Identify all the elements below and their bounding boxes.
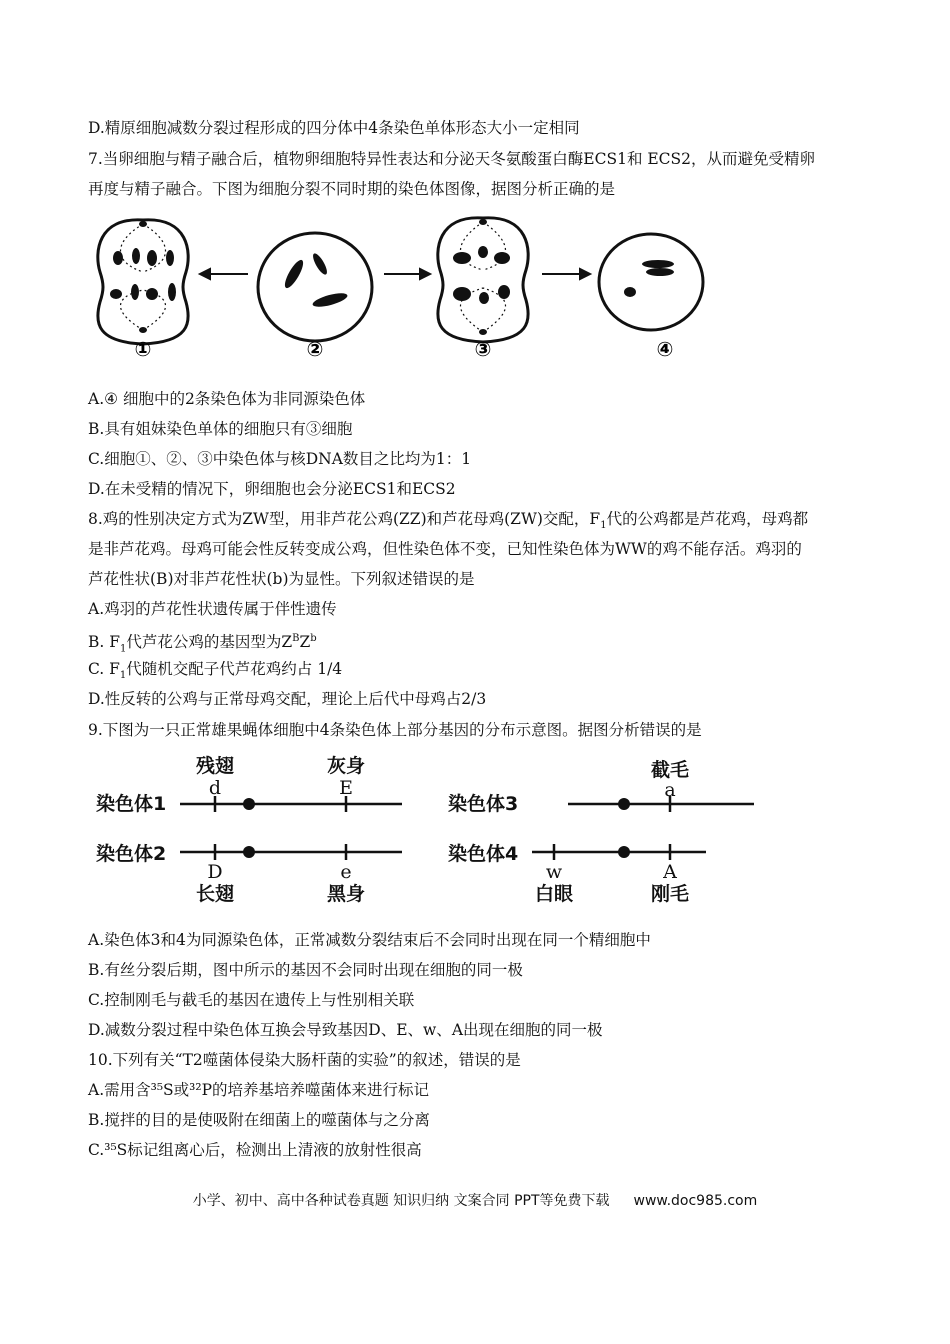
q9-option-c: C.控制刚毛与截毛的基因在遗传上与性别相关联 — [88, 991, 415, 1009]
q8-stem-line2: 是非芦花鸡。母鸡可能会性反转变成公鸡，但性染色体不变，已知性染色体为WW的鸡不能存活。鸡羽的 — [88, 540, 802, 558]
chromosome-gene-map — [88, 752, 768, 912]
gene-d: d — [208, 777, 222, 799]
q7-stem-line1: 7.当卵细胞与精子融合后，植物卵细胞特异性表达和分泌天冬氨酸蛋白酶ECS1和 ECS2，从而避免受精卵 — [88, 150, 816, 168]
cell-label-1: ① — [134, 337, 152, 361]
q8-option-a: A.鸡羽的芦花性状遗传属于伴性遗传 — [88, 600, 337, 618]
q7-option-d: D.在未受精的情况下，卵细胞也会分泌ECS1和ECS2 — [88, 480, 456, 498]
gene-label-baiyan: 白眼 — [534, 883, 574, 905]
footer-text: 小学、初中、高中各种试卷真题 知识归纳 文案合同 PPT等免费下载 — [192, 1193, 610, 1209]
cell-label-3: ③ — [474, 337, 492, 361]
chromosome-3-label: 染色体3 — [448, 793, 519, 815]
q8-option-b: B. $F_1$代芦花公鸡的基因型为$Z^BZ^b$ — [88, 633, 317, 655]
cell-label-2: ② — [306, 337, 324, 361]
gene-label-heishen: 黑身 — [326, 883, 366, 905]
chromosome-4-label: 染色体4 — [448, 843, 519, 865]
q6-option-d: D.精原细胞减数分裂过程形成的四分体中4条染色单体形态大小一定相同 — [88, 119, 580, 137]
cell-division-figure — [88, 212, 718, 362]
chromosome-1-label: 染色体1 — [96, 793, 167, 815]
q10-option-b: B.搅拌的目的是使吸附在细菌上的噬菌体与之分离 — [88, 1111, 430, 1129]
q7-option-b: B.具有姐妹染色单体的细胞只有③细胞 — [88, 420, 353, 438]
footer-url[interactable]: www.doc985.com — [633, 1193, 758, 1209]
q7-stem-line2: 再度与精子融合。下图为细胞分裂不同时期的染色体图像，据图分析正确的是 — [88, 180, 616, 198]
q7-option-a: A.④ 细胞中的2条染色体为非同源染色体 — [88, 390, 366, 408]
gene-D: D — [207, 861, 223, 883]
gene-label-gangmao: 刚毛 — [650, 883, 690, 905]
q10-option-c: C.³⁵S标记组离心后，检测出上清液的放射性很高 — [88, 1141, 422, 1159]
q8-stem-line1: 8.鸡的性别决定方式为ZW型，用非芦花公鸡(ZZ)和芦花母鸡(ZW)交配，$F_1$代的公鸡都是芦花鸡，母鸡都 — [88, 510, 809, 532]
gene-E: E — [339, 777, 353, 799]
page-footer — [0, 1190, 950, 1210]
gene-w: w — [545, 861, 563, 883]
q10-stem: 10.下列有关“T2噬菌体侵染大肠杆菌的实验”的叙述，错误的是 — [88, 1051, 521, 1069]
gene-label-changchi: 长翅 — [195, 883, 235, 905]
q9-option-b: B.有丝分裂后期，图中所示的基因不会同时出现在细胞的同一极 — [88, 961, 523, 979]
gene-label-jiemao: 截毛 — [650, 759, 690, 781]
q9-stem: 9.下图为一只正常雄果蝇体细胞中4条染色体上部分基因的分布示意图。据图分析错误的是 — [88, 721, 702, 739]
q9-option-a: A.染色体3和4为同源染色体，正常减数分裂结束后不会同时出现在同一个精细胞中 — [88, 931, 651, 949]
gene-a: a — [664, 779, 676, 801]
q8-stem-line3: 芦花性状(B)对非芦花性状(b)为显性。下列叙述错误的是 — [88, 570, 475, 588]
q10-option-a: A.需用含³⁵S或³²P的培养基培养噬菌体来进行标记 — [88, 1081, 430, 1099]
cell-label-4: ④ — [656, 337, 674, 361]
chromosome-2-label: 染色体2 — [96, 843, 167, 865]
gene-label-huishen: 灰身 — [326, 755, 366, 777]
q9-option-d: D.减数分裂过程中染色体互换会导致基因D、E、w、A出现在细胞的同一极 — [88, 1021, 603, 1039]
q8-option-c: C. $F_1$代随机交配子代芦花鸡约占 1/4 — [88, 660, 343, 682]
q8-option-d: D.性反转的公鸡与正常母鸡交配，理论上后代中母鸡占2/3 — [88, 690, 487, 708]
gene-label-canchi: 残翅 — [195, 755, 235, 777]
gene-e: e — [340, 861, 352, 883]
gene-A: A — [663, 861, 677, 883]
q7-option-c: C.细胞①、②、③中染色体与核DNA数目之比均为1：1 — [88, 450, 472, 468]
